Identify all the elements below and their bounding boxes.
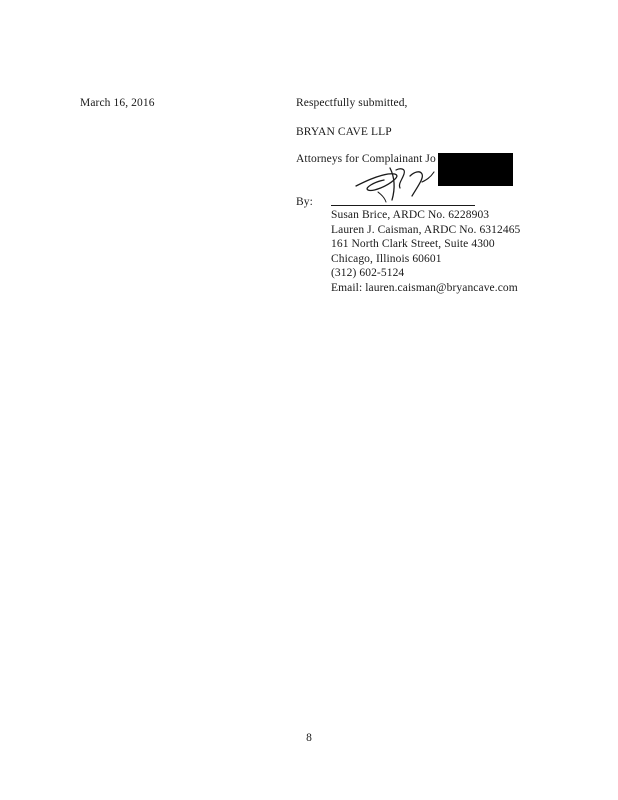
closing-phrase: Respectfully submitted, <box>296 97 408 109</box>
phone-number: (312) 602-5124 <box>331 267 405 279</box>
city-state-zip: Chicago, Illinois 60601 <box>331 252 442 265</box>
attorney-2-name: Lauren J. Caisman, ARDC No. 6312465 <box>331 223 521 236</box>
filing-date: March 16, 2016 <box>80 97 155 109</box>
attorney-signature-block <box>331 208 520 295</box>
firm-name: BRYAN CAVE LLP <box>296 126 392 138</box>
attorney-1-name: Susan Brice, ARDC No. 6228903 <box>331 209 490 221</box>
signature-line <box>331 205 475 206</box>
redaction-box <box>438 153 513 186</box>
by-label: By: <box>296 196 313 208</box>
handwritten-signature <box>350 162 440 206</box>
street-address: 161 North Clark Street, Suite 4300 <box>331 238 495 250</box>
page-number: 8 <box>306 732 312 744</box>
attorneys-for-line: Attorneys for Complainant Jo <box>296 153 436 165</box>
email-address: Email: lauren.caisman@bryancave.com <box>331 281 518 294</box>
